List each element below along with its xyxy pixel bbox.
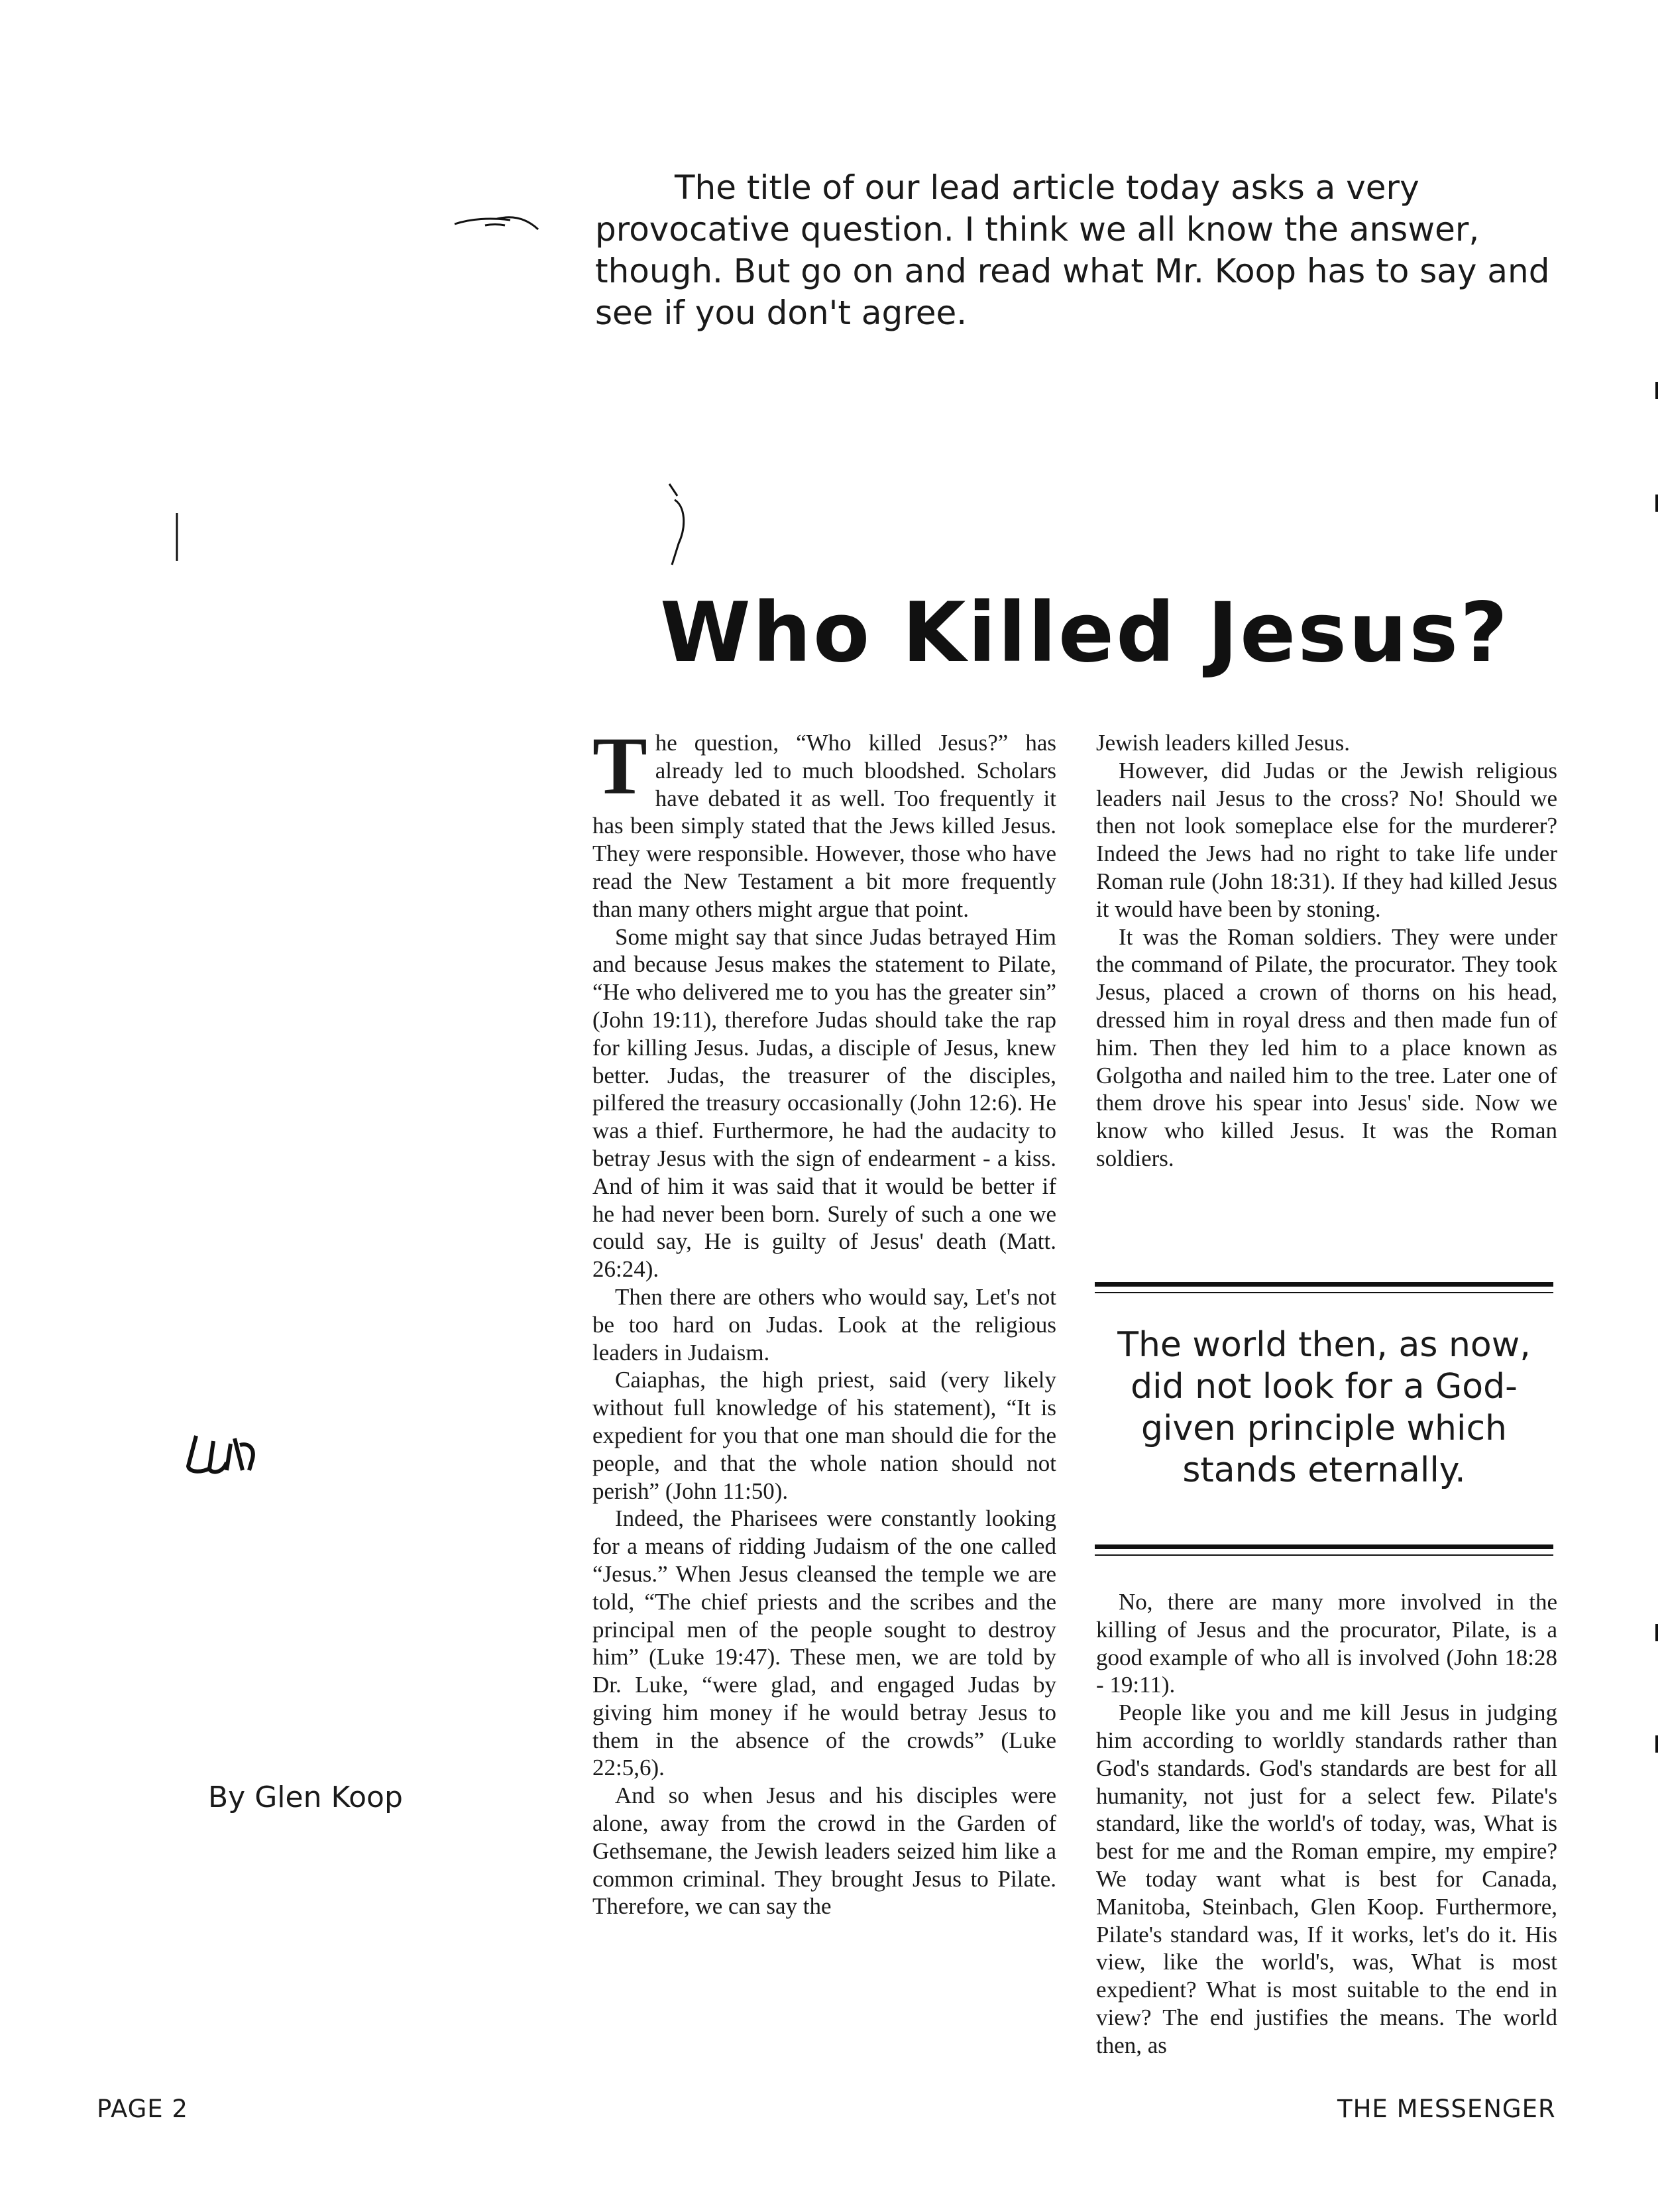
article-paragraph: It was the Roman soldiers. They were under the command of Pilate, the procurator. They took Jesus, placed a crown of thorns on his head, dressed him in royal dress and then made fun of him. Then they led him to a place known as Golgotha and nailed him to the tree. Later one of them drove his spear into Jesus' side. Now we know who killed Jesus. It was the Roman soldiers. [1096,923,1557,1171]
intro-paragraph: The title of our lead article today asks a very provocative question. I think we all know the answer, though. But go on and read what Mr. Koop has to say and see if you don't agree. [595,168,1550,332]
scan-mark-edge-4 [1653,1734,1661,1754]
scan-mark-squiggle [451,209,543,236]
scan-mark-edge-1 [1653,380,1661,400]
article-right-column-top [1096,729,1557,1173]
article-paragraph: People like you and me kill Jesus in judging him according to worldly standards rather than God's standards. God's standards are best for all humanity, not just for a select few. Pilate's standard, like the world's of today, was, What is best for me and the Roman empire, my empire? We today want what is best for Canada, Manitoba, Steinbach, Glen Koop. Furthermore, Pilate's standard was, If it works, let's do it. His view, like the world's, was, What is most expedient? What is most suitable to the end in view? The end justifies the means. The world then, as [1096,1700,1557,2058]
scan-mark-edge-2 [1653,493,1661,513]
article-paragraph: However, did Judas or the Jewish religious leaders nail Jesus to the cross? No! Should we then not look someplace else for the murderer? Indeed the Jews had no right to take life under Roman rule (John 18:31). If they had killed Jesus it would have been by stoning. [1096,757,1557,922]
article-paragraph: Jewish leaders killed Jesus. [1096,730,1350,756]
pull-quote: The world then, as now, did not look for a God-given principle which stands eternally. [1117,1325,1531,1490]
page-number: PAGE 2 [97,2095,188,2123]
article-right-column-bottom [1096,1588,1557,2060]
rule-thin [1095,1292,1553,1293]
article-paragraph: No, there are many more involved in the killing of Jesus and the procurator, Pilate, is a good example of who all is involved (John 18:28 - 19:11). [1096,1589,1557,1698]
article-paragraph: And so when Jesus and his disciples were alone, away from the crowd in the Garden of Gethsemane, the Jewish leaders seized him like a common criminal. They brought Jesus to Pilate. Therefore, we can say the [592,1782,1056,1920]
scan-mark-hook [665,480,698,573]
scan-mark-scribble [183,1429,302,1482]
article-title: Who Killed Jesus? [660,585,1510,681]
article-left-column [592,721,1056,1920]
pull-quote-rule-bottom [1095,1544,1553,1556]
pull-quote-rule-top [1095,1282,1553,1293]
article-paragraph: Caiaphas, the high priest, said (very likely without full knowledge of his statement), “It is expedient for you that one man should die for the people, and that the whole nation should not perish” (John 11:50). [592,1367,1056,1504]
article-paragraph: Then there are others who would say, Let's not be too hard on Judas. Look at the religious leaders in Judaism. [592,1283,1056,1366]
rule-thick [1095,1544,1553,1549]
rule-thick [1095,1282,1553,1287]
article-paragraph-text: he question, “Who killed Jesus?” has already led to much bloodshed. Scholars have debated it as well. Too frequently it has been simply stated that the Jews killed Jesus. They were responsible. However, those who have read the New Testament a bit more frequently than many others might argue that point. [592,730,1056,922]
publication-name: THE MESSENGER [1337,2095,1556,2123]
rule-thin [1095,1554,1553,1556]
byline: By Glen Koop [208,1780,403,1814]
scan-mark-line [174,510,180,563]
drop-cap: T [592,721,647,811]
scan-mark-edge-3 [1653,1623,1661,1643]
article-paragraph [592,721,1056,923]
article-paragraph: Some might say that since Judas betrayed Him and because Jesus makes the statement to Pilate, “He who delivered me to you has the greater sin” (John 19:11), therefore Judas should take the rap for killing Jesus. Judas, a disciple of Jesus, knew better. Judas, the treasurer of the disciples, pilfered the treasury occasionally (John 12:6). He was a thief. Furthermore, he had the audacity to betray Jesus with the sign of endearment - a kiss. And of him it was said that it would be better if he had never been born. Surely of such a one we could say, He is guilty of Jesus' death (Matt. 26:24). [592,923,1056,1283]
article-paragraph: Indeed, the Pharisees were constantly looking for a means of ridding Judaism of the one called “Jesus.” When Jesus cleansed the temple we are told, “The chief priests and the scribes and the principal men of the people sought to destroy him” (Luke 19:47). These men, we are told by Dr. Luke, “were glad, and engaged Judas by giving him money if he would betray Jesus to them in the absence of the crowds” (Luke 22:5,6). [592,1505,1056,1781]
